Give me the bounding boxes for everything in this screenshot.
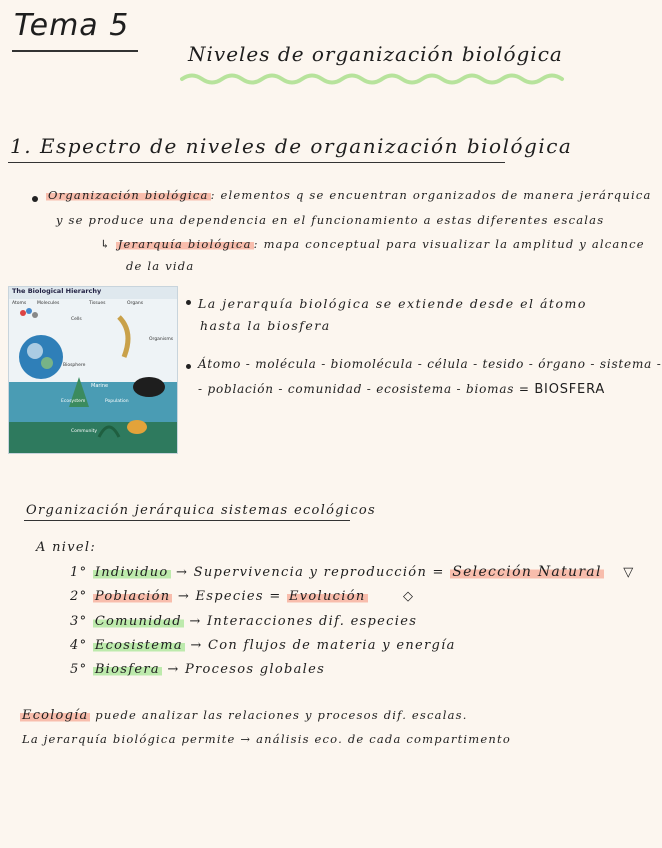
bullet2-line1: La jerarquía biológica se extiende desde el átomo: [198, 296, 587, 311]
biological-hierarchy-figure: [8, 286, 178, 454]
figure-label-marine: Marine: [91, 383, 109, 389]
section2-heading: Organización jerárquica sistemas ecológicos: [26, 503, 377, 518]
arrow-icon: →: [175, 565, 189, 580]
biosfera-term: BIOSFERA: [534, 382, 606, 397]
figure-label-molecules: Molecules: [37, 301, 60, 306]
term-ecologia: Ecología: [22, 708, 89, 723]
heart-mark-icon: ▽: [623, 565, 635, 580]
arrow-icon: →: [189, 614, 202, 629]
term-jerarquia-biologica: Jerarquía biológica: [117, 237, 252, 251]
level-name-ecosistema: Ecosistema: [94, 638, 183, 653]
figure-label-atoms: Atoms: [12, 301, 27, 306]
figure-label-organs: Organs: [127, 301, 144, 306]
section2-intro: A nivel:: [36, 540, 97, 555]
tema-underline: [12, 50, 138, 52]
arrow-icon: ↳: [100, 237, 111, 251]
figure-label-community: Community: [71, 429, 98, 434]
figure-label-biosphere: Biosphere: [63, 363, 86, 368]
subtitle-wavy-underline: [180, 70, 575, 88]
figure-label-population: Population: [105, 399, 129, 404]
bullet-dot: [186, 364, 191, 369]
arrow-icon: →: [177, 589, 191, 604]
bullet1-line4: de la vida: [126, 259, 195, 273]
section3-line2: La jerarquía biológica permite → análisis eco. de cada compartimento: [22, 732, 511, 746]
level-row-1: 1° Individuo → Supervivencia y reproducción = Selección Natural ▽: [70, 564, 635, 580]
figure-label-tissues: Tissues: [89, 301, 106, 306]
level-row-2: 2° Población → Especies = Evolución ◇: [70, 589, 415, 604]
level-name-individuo: Individuo: [94, 565, 169, 580]
section3-line1: Ecología puede analizar las relaciones y procesos dif. escalas.: [22, 708, 468, 723]
section1-heading: 1. Espectro de niveles de organización biológica: [10, 134, 573, 158]
level-name-poblacion: Población: [94, 589, 171, 604]
level-name-biosfera: Biosfera: [94, 662, 160, 677]
diamond-mark-icon: ◇: [402, 589, 415, 604]
arrow-icon: →: [190, 638, 203, 653]
term-organizacion-biologica: Organización biológica: [48, 188, 209, 202]
level-row-3: 3° Comunidad → Interacciones dif. especies: [70, 614, 418, 629]
bullet2-line2: hasta la biosfera: [200, 318, 331, 333]
bullet1-line2: y se produce una dependencia en el funcionamiento a estas diferentes escalas: [56, 213, 605, 227]
level-name-comunidad: Comunidad: [94, 614, 182, 629]
bullet3-line2: - población - comunidad - ecosistema - biomas = BIOSFERA: [198, 382, 606, 397]
section1-underline: [8, 162, 505, 163]
bullet1-line1: Organización biológica : elementos q se encuentran organizados de manera jerárquica: [48, 188, 652, 202]
tema-title: Tema 5: [14, 8, 130, 43]
figure-label-organisms: Organisms: [149, 337, 174, 342]
level-row-4: 4° Ecosistema → Con flujos de materia y energía: [70, 638, 456, 653]
arrow-icon: →: [240, 732, 252, 746]
bullet1-line3: ↳ Jerarquía biológica : mapa conceptual para visualizar la amplitud y alcance: [100, 237, 645, 251]
figure-title: The Biological Hierarchy: [12, 287, 102, 295]
bullet-dot: [32, 196, 38, 202]
figure-label-ecosystem: Ecosystem: [61, 399, 86, 404]
level-row-5: 5° Biosfera → Procesos globales: [70, 662, 326, 677]
bullet-dot: [186, 300, 191, 305]
arrow-icon: →: [167, 662, 180, 677]
result-seleccion-natural: Selección Natural: [452, 564, 602, 580]
figure-label-cells: Cells: [71, 317, 82, 322]
result-evolucion: Evolución: [288, 589, 366, 604]
page-subtitle: Niveles de organización biológica: [188, 42, 563, 66]
bullet3-line1: Átomo - molécula - biomolécula - célula - tesido - órgano - sistema -: [198, 357, 662, 371]
section2-underline: [24, 520, 350, 521]
